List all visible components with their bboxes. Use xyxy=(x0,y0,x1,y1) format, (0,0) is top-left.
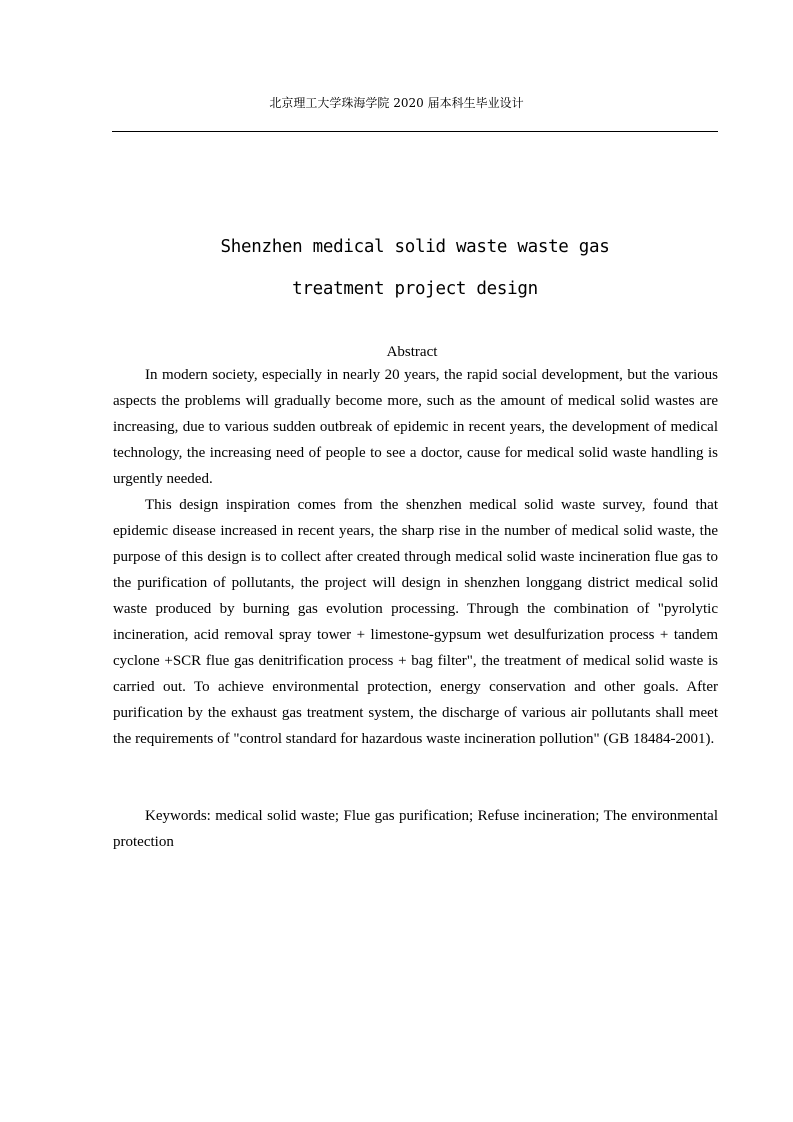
page-header: 北京理工大学珠海学院 2020 届本科生毕业设计 xyxy=(269,96,524,110)
abstract-paragraph-2: This design inspiration comes from the shenzhen medical solid waste survey, found that epidemic disease increased in recent years, the sharp rise in the number of medical solid waste, the purpose of this design is to collect after created through medical solid waste incineration flue gas to the purification of pollutants, the project will design in shenzhen longgang district medical solid waste produced by burning gas evolution processing. Through the combination of "pyrolytic incineration, acid removal spray tower + limestone-gypsum wet desulfurization process + tandem cyclone +SCR flue gas denitrification process + bag filter", the treatment of medical solid waste is carried out. To achieve environmental protection, energy conservation and other goals. After purification by the exhaust gas treatment system, the discharge of various air pollutants shall meet the requirements of "control standard for hazardous waste incineration pollution" (GB 18484-2001). xyxy=(113,497,718,747)
title-line-1: Shenzhen medical solid waste waste gas xyxy=(220,237,610,257)
keywords-paragraph: Keywords: medical solid waste; Flue gas purification; Refuse incineration; The environmental protection xyxy=(113,808,718,850)
abstract-paragraph-1: In modern society, especially in nearly 20 years, the rapid social development, but the various aspects the problems will gradually become more, such as the amount of medical solid wastes are increasing, due to various sudden outbreak of epidemic in recent years, the development of medical technology, the increasing need of people to see a doctor, cause for medical solid waste handling is urgently needed. xyxy=(113,367,718,487)
title-line-2: treatment project design xyxy=(292,279,538,299)
abstract-heading: Abstract xyxy=(386,344,438,360)
thesis-title xyxy=(112,226,718,310)
header-divider xyxy=(112,131,718,132)
